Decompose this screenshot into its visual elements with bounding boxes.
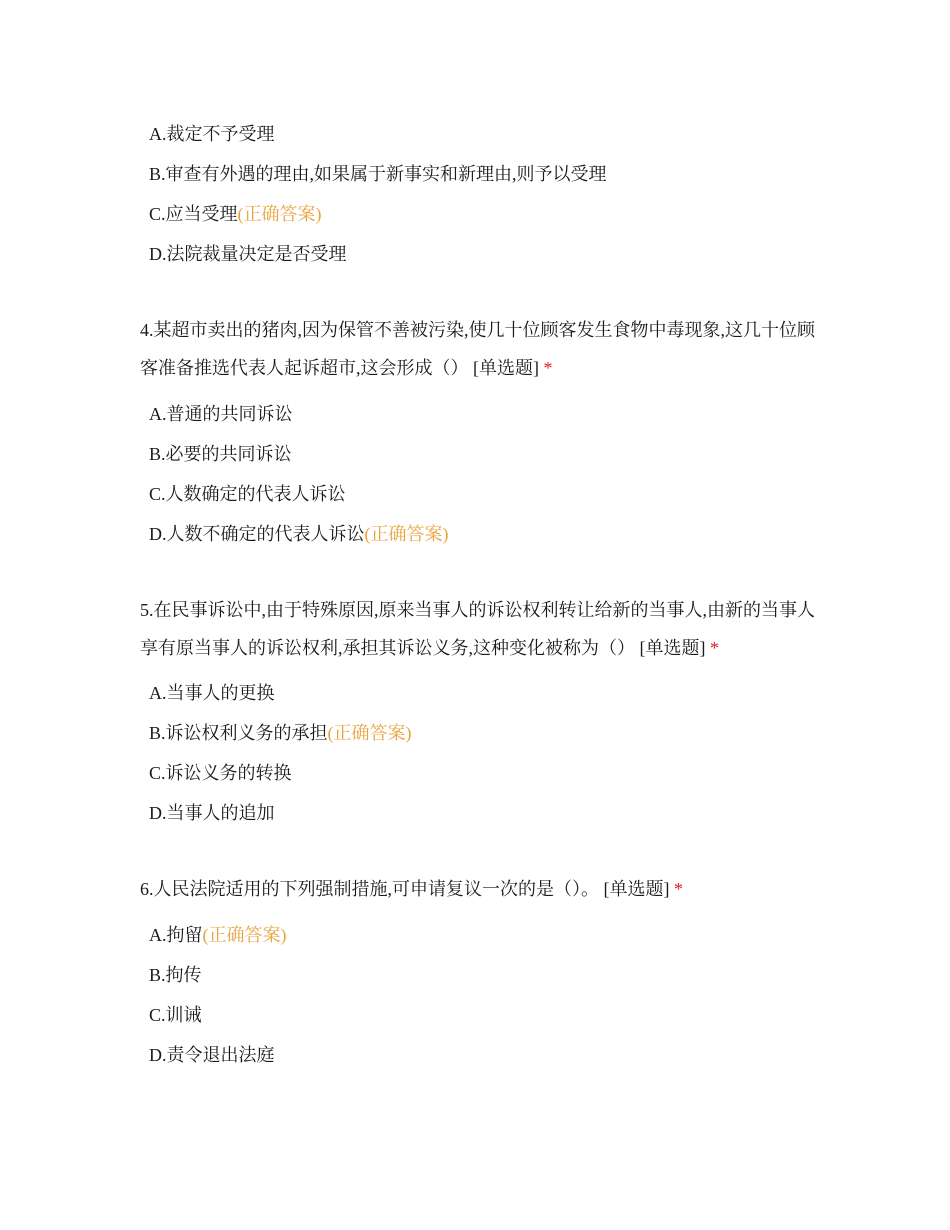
option-text: D.人数不确定的代表人诉讼 xyxy=(149,524,365,544)
option-d xyxy=(149,242,347,266)
option-text: D.责令退出法庭 xyxy=(149,1045,275,1065)
correct-answer-tag: (正确答案) xyxy=(364,524,449,544)
option-text: A.拘留 xyxy=(149,925,203,945)
option-a xyxy=(149,681,275,705)
option-text: B.必要的共同诉讼 xyxy=(149,444,292,464)
correct-answer-tag: (正确答案) xyxy=(327,723,412,743)
required-star: * xyxy=(543,358,553,378)
option-text: A.裁定不予受理 xyxy=(149,124,275,144)
option-c xyxy=(149,761,292,785)
option-b xyxy=(149,721,412,745)
option-b xyxy=(149,963,202,987)
option-b xyxy=(149,162,607,186)
question-text xyxy=(140,870,820,908)
option-text: C.训诫 xyxy=(149,1005,202,1025)
option-text: B.诉讼权利义务的承担 xyxy=(149,723,328,743)
question-stem: 6.人民法院适用的下列强制措施,可申请复议一次的是（）。 [单选题] xyxy=(140,879,670,899)
option-text: B.拘传 xyxy=(149,965,202,985)
required-star: * xyxy=(710,638,719,658)
option-c xyxy=(149,1003,202,1027)
correct-answer-tag: (正确答案) xyxy=(202,925,287,945)
option-d xyxy=(149,522,449,546)
question-text xyxy=(140,311,820,387)
option-text: D.当事人的追加 xyxy=(149,803,275,823)
option-b xyxy=(149,442,292,466)
option-a xyxy=(149,122,275,146)
option-d xyxy=(149,801,275,825)
option-text: A.当事人的更换 xyxy=(149,683,275,703)
correct-answer-tag: (正确答案) xyxy=(237,204,322,224)
option-text: B.审查有外遇的理由,如果属于新事实和新理由,则予以受理 xyxy=(149,164,607,184)
question-stem: 5.在民事诉讼中,由于特殊原因,原来当事人的诉讼权利转让给新的当事人,由新的当事人享有原当事人的诉讼权利,承担其诉讼义务,这种变化被称为（） [单选题] xyxy=(140,600,815,658)
option-a xyxy=(149,402,293,426)
option-c xyxy=(149,482,346,506)
question-text xyxy=(140,591,820,667)
option-text: C.人数确定的代表人诉讼 xyxy=(149,484,346,504)
option-c xyxy=(149,202,322,226)
option-text: C.诉讼义务的转换 xyxy=(149,763,292,783)
required-star: * xyxy=(674,879,683,899)
option-text: D.法院裁量决定是否受理 xyxy=(149,244,347,264)
question-stem: 4.某超市卖出的猪肉,因为保管不善被污染,使几十位顾客发生食物中毒现象,这几十位顾客准备推选代表人起诉超市,这会形成（） [单选题] xyxy=(140,320,815,378)
option-text: C.应当受理 xyxy=(149,204,238,224)
option-text: A.普通的共同诉讼 xyxy=(149,404,293,424)
option-a xyxy=(149,923,287,947)
option-d xyxy=(149,1043,275,1067)
